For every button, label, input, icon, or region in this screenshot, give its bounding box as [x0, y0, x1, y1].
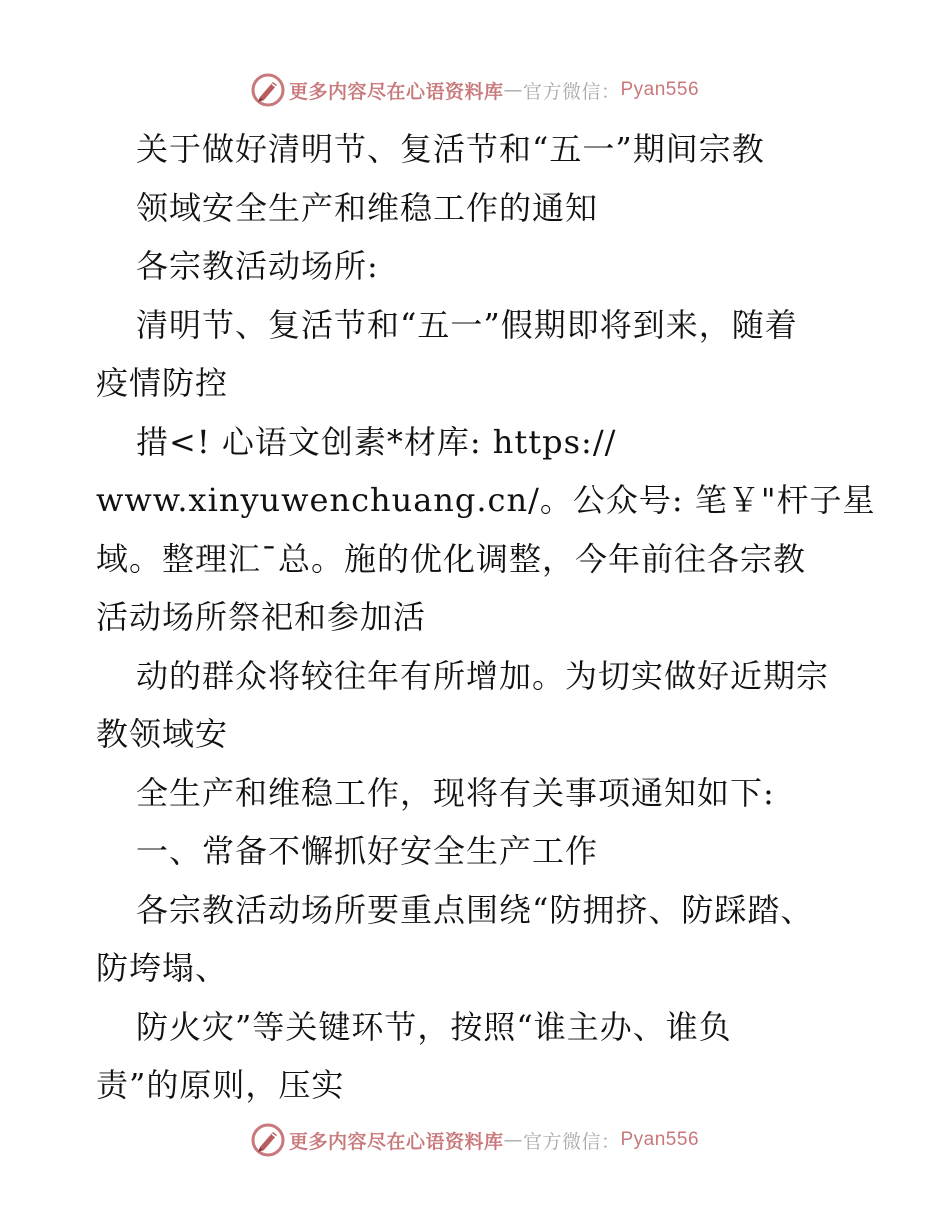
pen-logo-icon [251, 73, 285, 107]
document-line: 教领域安 [96, 715, 229, 753]
document-body [96, 120, 876, 1115]
footer-watermark-banner [0, 1120, 950, 1160]
document-line: www.xinyuwenchuang.cn/。公众号: 笔￥"杆子星 [96, 481, 876, 519]
document-line: 措<! 心语文创素*材库: https:// [136, 422, 617, 461]
banner-wechat-id: Pyan556 [620, 1129, 700, 1150]
header-watermark-banner [0, 70, 950, 110]
document-line: 活动场所祭祀和参加活 [96, 598, 427, 636]
banner-slogan: 更多内容尽在心语资料库 [288, 80, 504, 103]
document-line: 域。整理汇¯总。施的优化调整，今年前往各宗教 [96, 539, 807, 578]
banner-separator: — [503, 1129, 523, 1151]
document-line: 责”的原则，压实 [96, 1066, 345, 1104]
banner-wechat-id: Pyan556 [620, 79, 700, 100]
document-line: 疫情防控 [96, 364, 229, 402]
document-line: 领域安全生产和维稳工作的通知 [136, 188, 599, 227]
document-line: 清明节、复活节和“五一”假期即将到来，随着 [136, 305, 798, 344]
document-line: 动的群众将较往年有所增加。为切实做好近期宗 [136, 656, 830, 695]
document-line: 防垮塌、 [96, 949, 229, 987]
banner-slogan: 更多内容尽在心语资料库 [288, 1130, 504, 1153]
document-line: 各宗教活动场所: [136, 247, 379, 285]
banner-wechat-label: 官方微信： [522, 80, 621, 103]
document-line: 关于做好清明节、复活节和“五一”期间宗教 [136, 130, 765, 168]
document-line: 防火灾”等关键环节，按照“谁主办、谁负 [136, 1007, 732, 1046]
document-line: 全生产和维稳工作，现将有关事项通知如下: [136, 773, 775, 812]
document-line: 一、常备不懈抓好安全生产工作 [136, 832, 599, 870]
banner-separator: — [503, 79, 523, 101]
document-line: 各宗教活动场所要重点围绕“防拥挤、防踩踏、 [136, 890, 814, 929]
banner-wechat-label: 官方微信： [522, 1130, 621, 1153]
pen-logo-icon [251, 1123, 285, 1157]
